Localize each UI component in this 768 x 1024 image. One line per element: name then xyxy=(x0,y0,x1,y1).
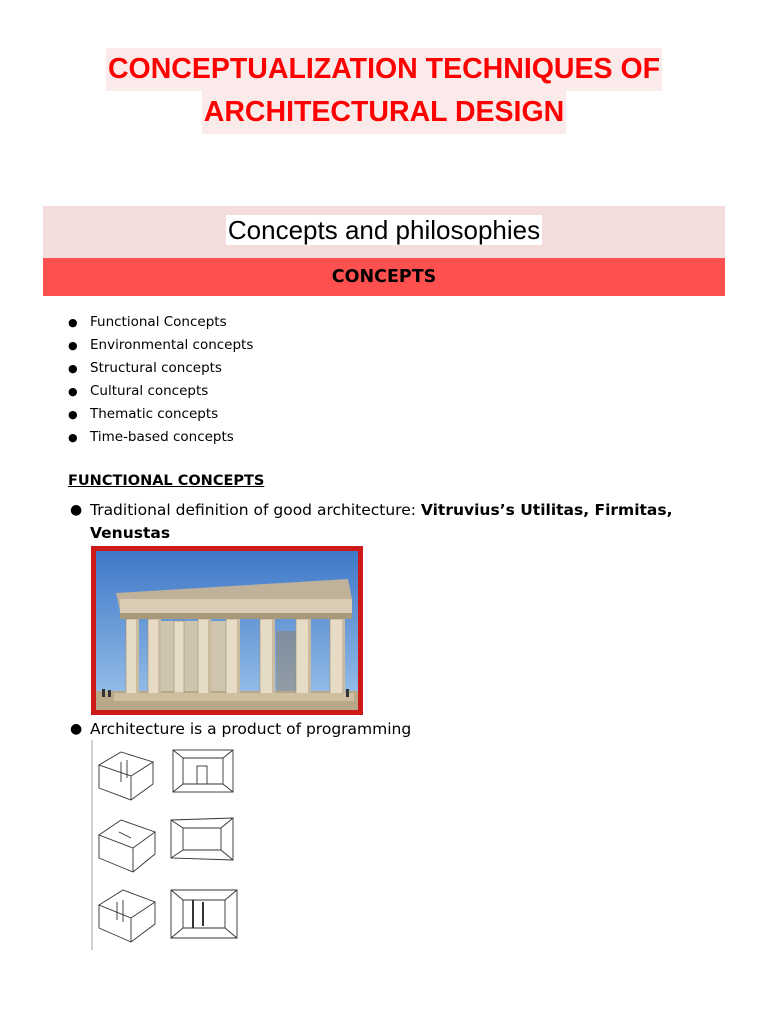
bullet-point-programming xyxy=(68,718,708,741)
bullet-icon: ● xyxy=(70,502,83,518)
bullet-icon: ● xyxy=(68,316,78,329)
concepts-list xyxy=(68,311,253,449)
list-item: ● Thematic concepts xyxy=(68,403,253,426)
document-title-line-1: CONCEPTUALIZATION TECHNIQUES OF xyxy=(106,48,662,91)
bullet-icon: ● xyxy=(68,362,78,375)
list-item: ● Environmental concepts xyxy=(68,334,253,357)
section-heading: Concepts and philosophies xyxy=(227,215,541,245)
bullet-icon: ● xyxy=(68,408,78,421)
document-title-line-2: ARCHITECTURAL DESIGN xyxy=(202,91,566,134)
bullet-icon: ● xyxy=(68,339,78,352)
parthenon-photo xyxy=(91,546,363,715)
point-text: Architecture is a product of programming xyxy=(90,720,412,738)
list-item: ● Cultural concepts xyxy=(68,380,253,403)
parthenon-icon xyxy=(96,551,358,710)
functional-concepts-heading: FUNCTIONAL CONCEPTS xyxy=(68,473,265,489)
section-header xyxy=(43,206,725,258)
point-text: Traditional definition of good architecture: xyxy=(90,501,421,519)
bullet-icon: ● xyxy=(68,385,78,398)
bullet-point-vitruvius xyxy=(68,499,708,545)
document-title xyxy=(0,48,768,134)
concepts-band: CONCEPTS xyxy=(43,258,725,296)
programming-sketch-icon xyxy=(91,740,241,950)
bullet-icon: ● xyxy=(70,721,83,737)
list-item: ● Structural concepts xyxy=(68,357,253,380)
point-bold-text: Vitruvius’s Utilitas, Firmitas, Venustas xyxy=(90,501,673,542)
list-item: ● Functional Concepts xyxy=(68,311,253,334)
bullet-icon: ● xyxy=(68,431,78,444)
list-item: ● Time-based concepts xyxy=(68,426,253,449)
programming-sketch xyxy=(91,740,241,950)
